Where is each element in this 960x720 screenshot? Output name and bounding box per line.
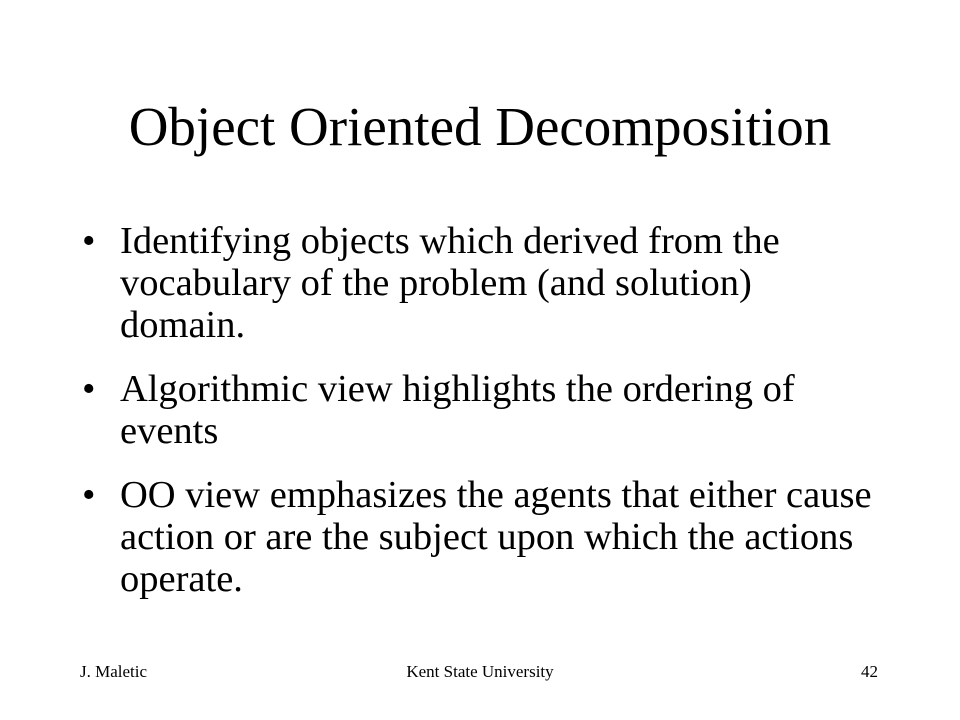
footer-page-number: 42 [861,662,878,681]
bullet-item [82,368,882,452]
bullet-item [82,474,882,600]
bullet-icon: • [82,368,96,410]
bullet-text: OO view emphasizes the agents that either cause action or are the subject upon which the actions operate. [120,474,872,600]
footer-institution: Kent State University [406,662,554,681]
bullet-text: Algorithmic view highlights the ordering of events [120,368,795,452]
bullet-icon: • [82,474,96,516]
bullet-icon: • [82,220,96,262]
bullet-item [82,220,882,346]
bullet-list [82,220,882,622]
bullet-text: Identifying objects which derived from the vocabulary of the problem (and solution) domain. [120,220,780,346]
slide-title: Object Oriented Decomposition [128,96,832,157]
footer-author: J. Maletic [80,662,148,681]
